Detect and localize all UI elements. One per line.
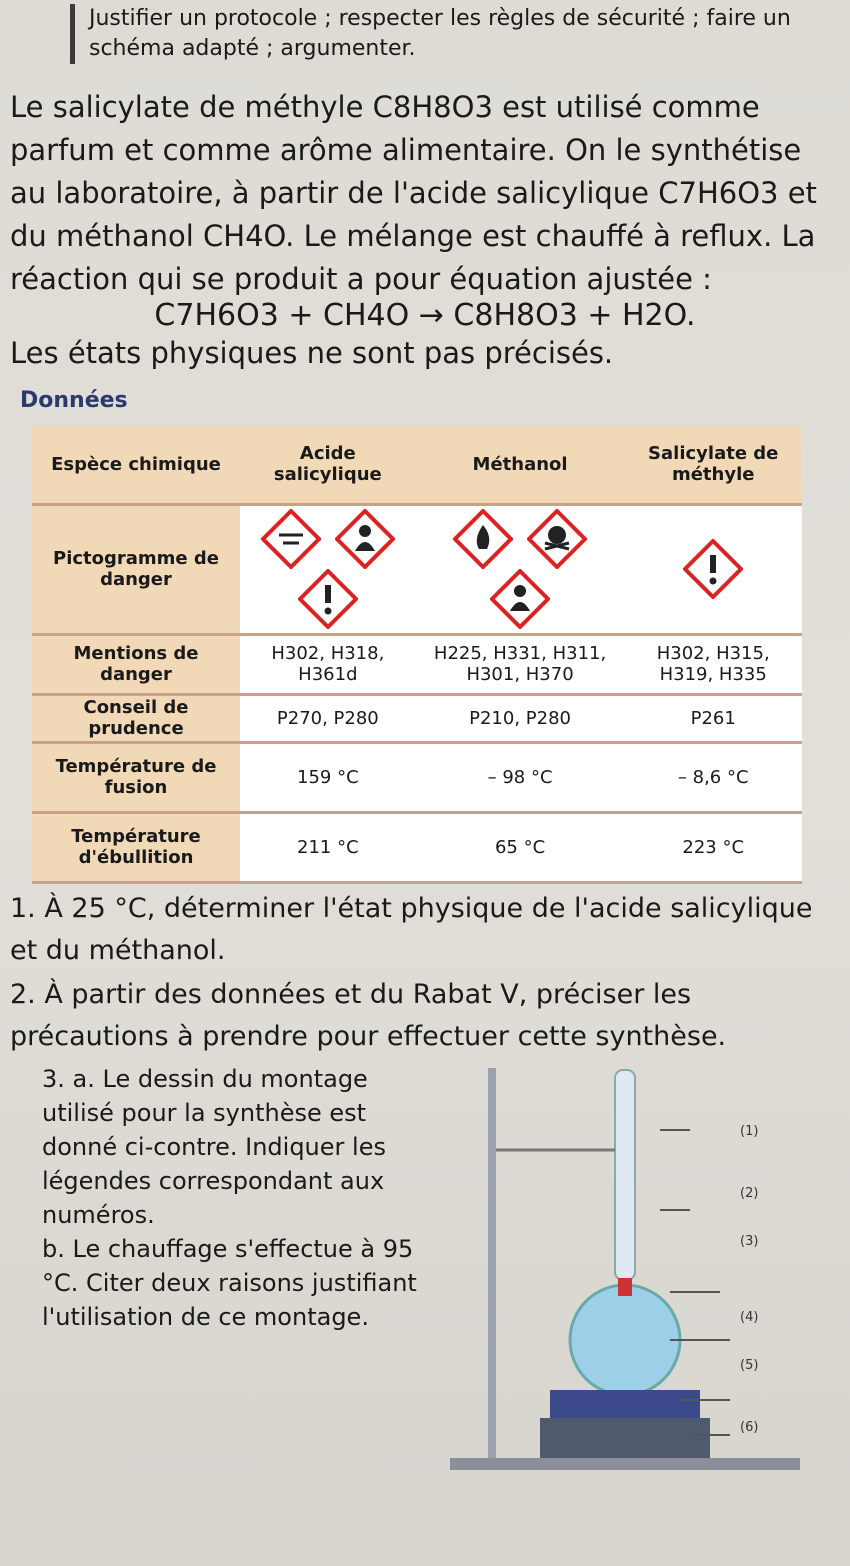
row-label: Mentions de danger: [32, 634, 240, 694]
question-2: 2. À partir des données et du Rabat V, préciser les précautions à prendre pour effectuer cette synthèse.: [10, 979, 727, 1052]
exclamation-pictogram-icon: [298, 569, 358, 629]
pictograms-methanol: [416, 504, 625, 634]
table-cell: 159 °C: [240, 742, 416, 812]
row-label: Température d'ébullition: [32, 812, 240, 882]
flame-pictogram-icon: [453, 509, 513, 569]
states-note: Les états physiques ne sont pas précisés.: [10, 336, 614, 370]
table-cell: P261: [624, 694, 802, 742]
row-label: Conseil de prudence: [32, 694, 240, 742]
row-label: Pictogramme de danger: [32, 504, 240, 634]
skull-pictogram-icon: [527, 509, 587, 569]
setup-label-3: (3): [740, 1234, 759, 1249]
donnees-title: Données: [20, 388, 128, 413]
setup-label-4: (4): [740, 1310, 759, 1325]
table-header: Acide salicylique: [240, 426, 416, 504]
table-cell: H302, H318, H361d: [240, 634, 416, 694]
health-hazard-pictogram-icon: [490, 569, 550, 629]
table-cell: – 8,6 °C: [624, 742, 802, 812]
health-hazard-pictogram-icon: [335, 509, 395, 569]
setup-label-5: (5): [740, 1358, 759, 1373]
setup-label-2: (2): [740, 1186, 759, 1201]
skills-box: [70, 4, 849, 64]
heating-mantle-icon: [550, 1390, 700, 1418]
support-base: [450, 1458, 800, 1470]
setup-label-1: (1): [740, 1124, 759, 1139]
setup-label-6: (6): [740, 1420, 759, 1435]
table-header: Méthanol: [416, 426, 625, 504]
table-cell: H302, H315, H319, H335: [624, 634, 802, 694]
support-rod: [488, 1068, 496, 1468]
table-cell: 211 °C: [240, 812, 416, 882]
pictograms-salicylate: [624, 504, 802, 634]
question-3a: 3. a. Le dessin du montage utilisé pour la synthèse est donné ci-contre. Indiquer les légendes correspondant aux numéros.: [42, 1065, 386, 1229]
table-cell: 223 °C: [624, 812, 802, 882]
question-3: [42, 1062, 422, 1334]
flask-neck-joint: [618, 1278, 632, 1296]
table-header: Espèce chimique: [32, 426, 240, 504]
data-table: [32, 426, 802, 884]
table-header: Salicylate de méthyle: [624, 426, 802, 504]
corrosive-pictogram-icon: [261, 509, 321, 569]
reflux-setup-diagram: [430, 1060, 810, 1480]
condenser-icon: [615, 1070, 635, 1280]
round-bottom-flask-icon: [570, 1285, 680, 1395]
lab-jack-icon: [540, 1418, 710, 1458]
table-cell: P210, P280: [416, 694, 625, 742]
table-cell: – 98 °C: [416, 742, 625, 812]
table-cell: 65 °C: [416, 812, 625, 882]
reaction-equation: C7H6O3 + CH4O → C8H8O3 + H2O.: [154, 298, 696, 333]
question-3b: b. Le chauffage s'effectue à 95 °C. Citer deux raisons justifiant l'utilisation de ce montage.: [42, 1235, 417, 1331]
table-cell: H225, H331, H311, H301, H370: [416, 634, 625, 694]
question-1: 1. À 25 °C, déterminer l'état physique de l'acide salicylique et du méthanol.: [10, 893, 813, 966]
exclamation-pictogram-icon: [683, 539, 743, 599]
table-cell: P270, P280: [240, 694, 416, 742]
skills-text: Justifier un protocole ; respecter les règles de sécurité ; faire un schéma adapté ; argumenter.: [89, 6, 791, 61]
pictograms-acide: [240, 504, 416, 634]
row-label: Température de fusion: [32, 742, 240, 812]
intro-paragraph: Le salicylate de méthyle C8H8O3 est utilisé comme parfum et comme arôme alimentaire. On le synthétise au laboratoire, à partir de l'acide salicylique C7H6O3 et du méthanol CH4O. Le mélange est chauffé à reflux. La réaction qui se produit a pour équation ajustée :: [10, 90, 817, 296]
